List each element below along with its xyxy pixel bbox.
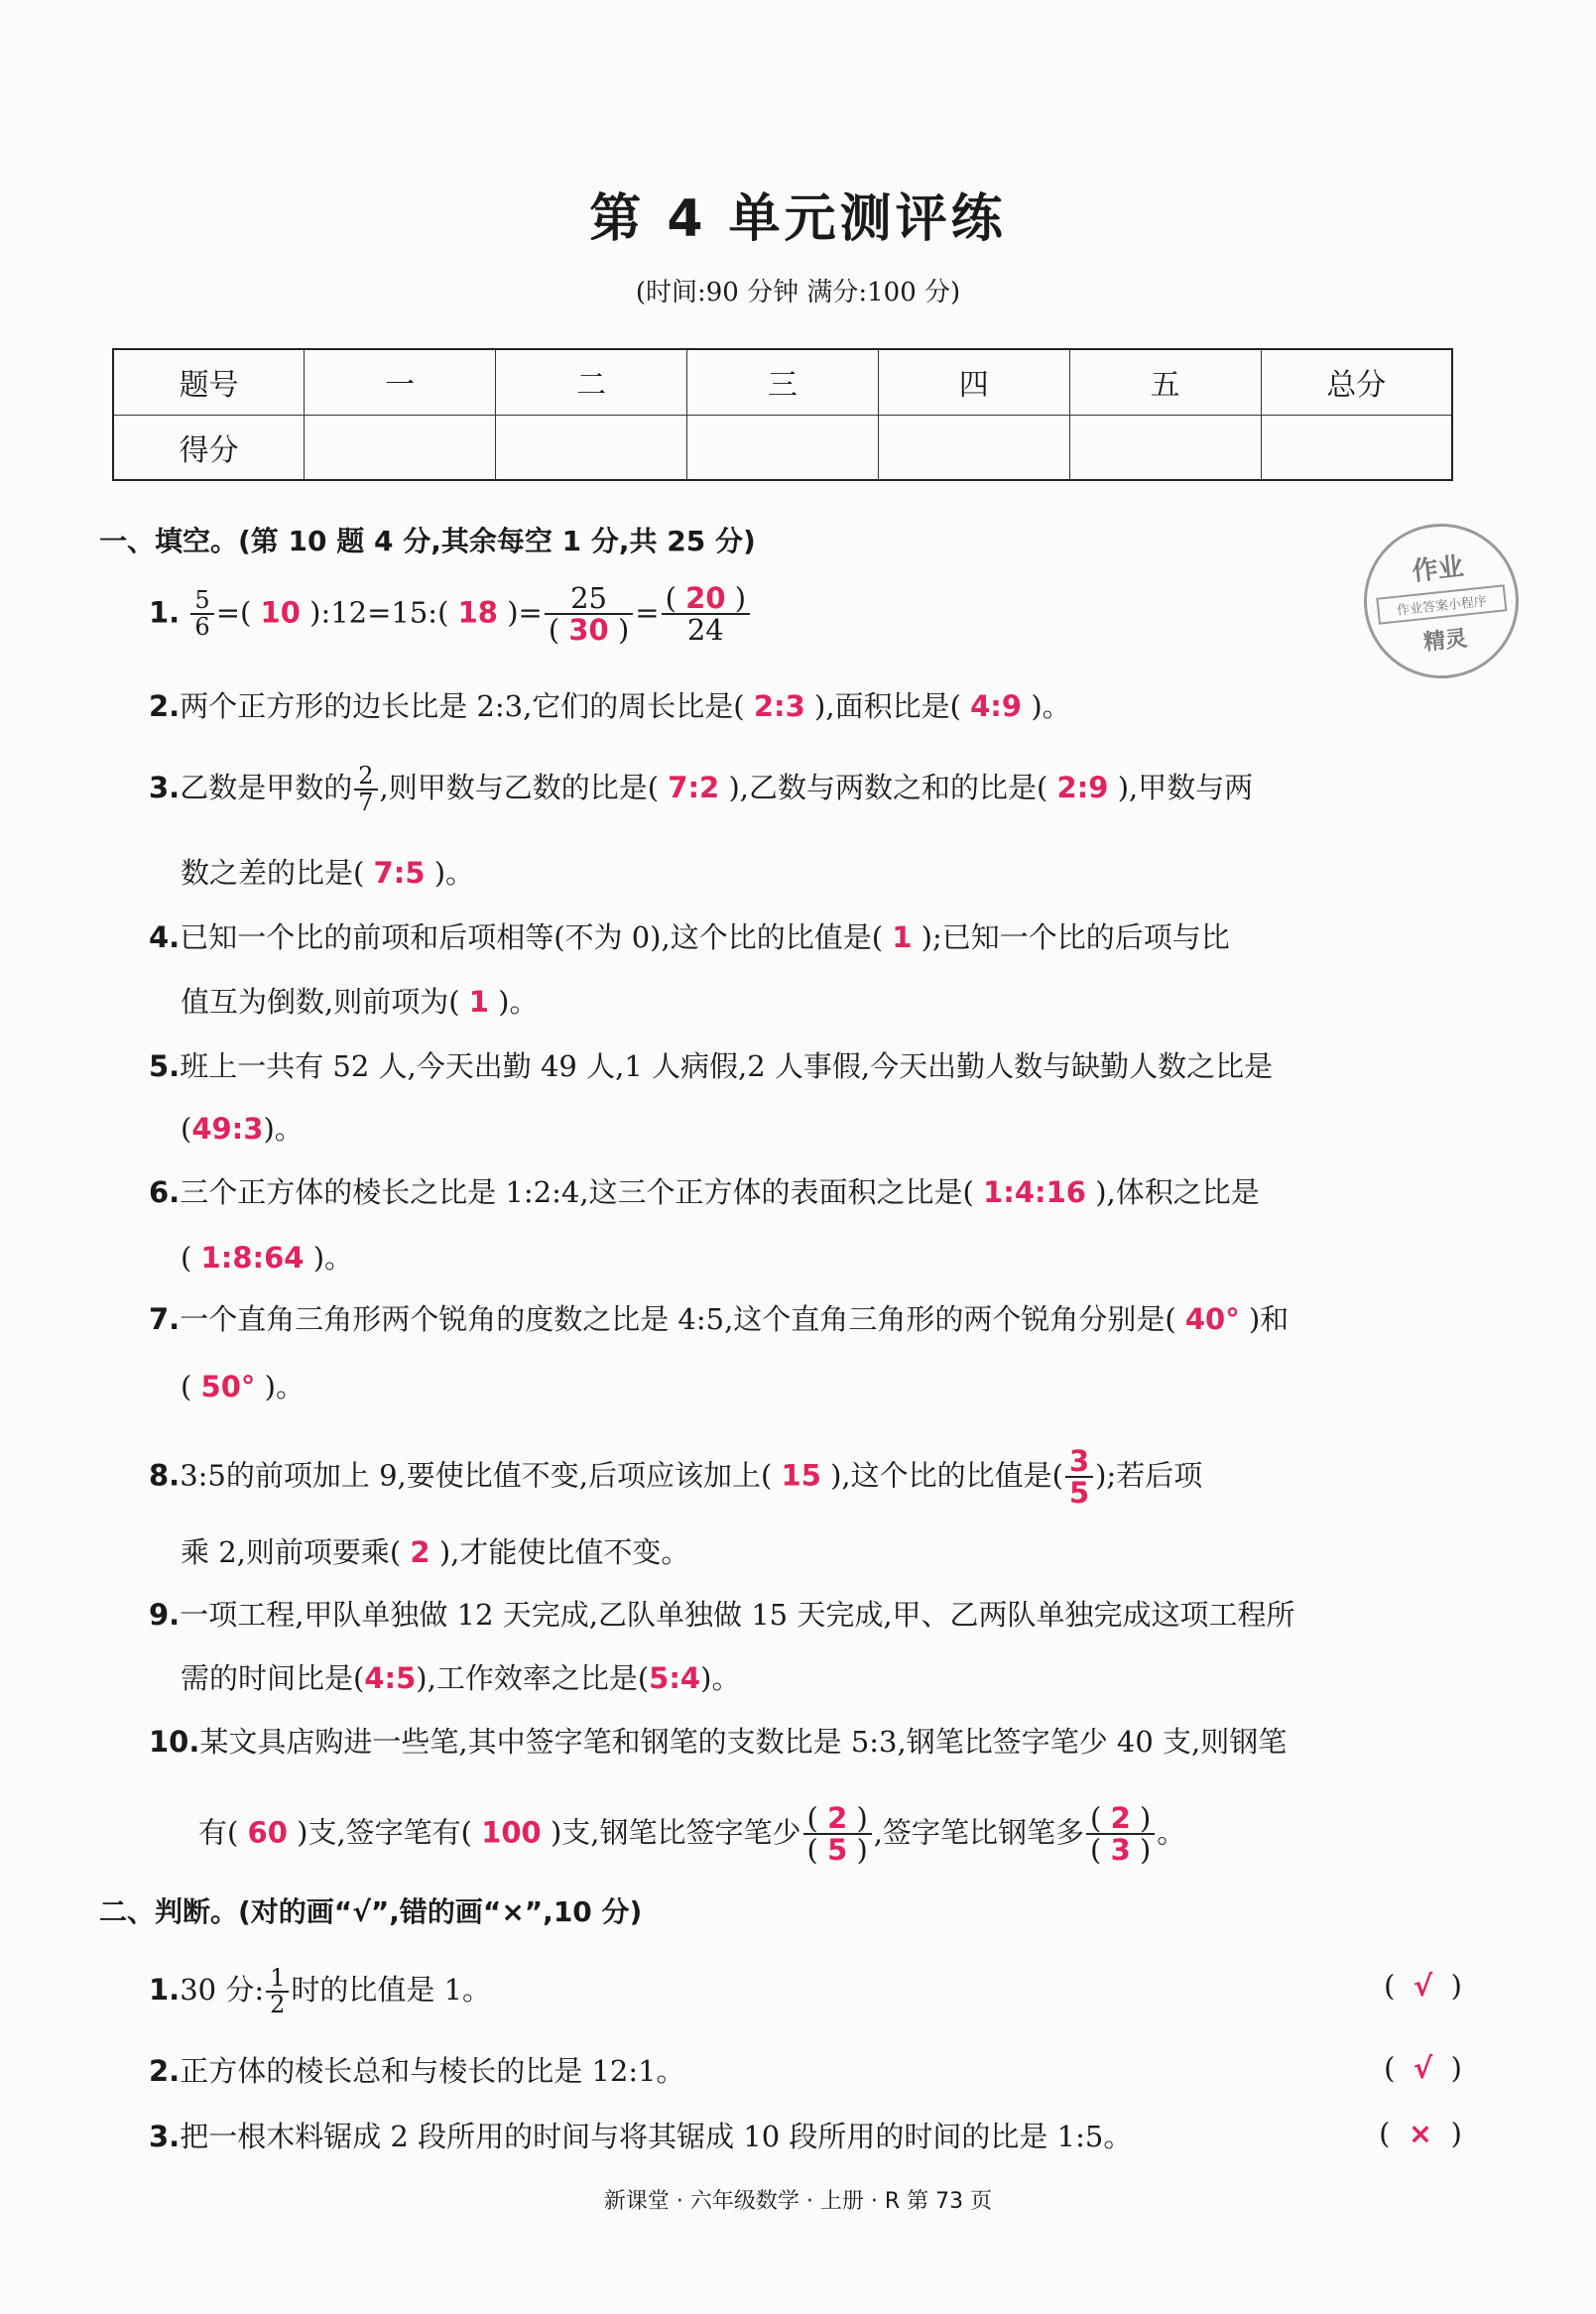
- text: (: [181, 1241, 192, 1275]
- judge-item-2: [149, 2051, 685, 2091]
- score-cell: [1069, 415, 1261, 480]
- fraction: [190, 588, 213, 640]
- text: ): [856, 1833, 868, 1868]
- text: ),面积比是(: [814, 689, 961, 723]
- text: )支,钢笔比签字笔少: [550, 1815, 801, 1850]
- fraction-denominator: [545, 613, 633, 648]
- text: );若后项: [1095, 1458, 1203, 1493]
- fraction-numerator: 25: [545, 583, 633, 615]
- question-6: [149, 1172, 1260, 1212]
- text: ): [1450, 2117, 1462, 2150]
- text: (: [181, 1370, 192, 1403]
- fraction-denominator: 5: [1068, 1476, 1090, 1511]
- text: 有(: [198, 1815, 239, 1850]
- text: (: [665, 581, 676, 615]
- text: ),乙数与两数之和的比是(: [728, 771, 1048, 805]
- text: (: [806, 1833, 818, 1868]
- text: 时的比值是 1。: [291, 1973, 492, 2008]
- text: 数之差的比是(: [181, 856, 365, 890]
- text: 30 分:: [180, 1973, 265, 2008]
- text: 已知一个比的前项和后项相等(不为 0),这个比的比值是(: [180, 920, 884, 954]
- answer: 60: [247, 1815, 288, 1850]
- question-10-line2: [198, 1803, 1185, 1866]
- question-10: [149, 1722, 1287, 1762]
- fraction-answer: [803, 1803, 872, 1866]
- page-subtitle: (时间:90 分钟 满分:100 分): [635, 278, 961, 307]
- text: ): [856, 1801, 868, 1835]
- score-table-score-row: [113, 415, 1452, 480]
- score-table-header-row: [113, 349, 1452, 415]
- text: 需的时间比是(: [181, 1661, 365, 1695]
- judge-answer-3: [1379, 2117, 1462, 2150]
- section1-heading: 一、填空。(第 10 题 4 分,其余每空 1 分,共 25 分): [99, 525, 756, 557]
- score-table: [112, 348, 1453, 481]
- text: (: [548, 613, 560, 648]
- cross-mark: ×: [1408, 2117, 1433, 2150]
- check-mark: √: [1412, 2051, 1433, 2085]
- fraction-numerator: 2: [354, 764, 377, 791]
- text: (: [1379, 2117, 1391, 2150]
- app-stamp: [1356, 516, 1526, 685]
- text: ,签字笔比钢笔多: [873, 1815, 1085, 1850]
- answer: 10: [260, 595, 301, 630]
- answer: 5:4: [649, 1661, 701, 1695]
- question-number: 3.: [149, 2120, 181, 2153]
- fraction-numerator: [1086, 1803, 1155, 1835]
- answer: 40°: [1184, 1302, 1240, 1336]
- text: )。: [700, 1661, 741, 1695]
- answer: 2:3: [753, 689, 805, 723]
- fraction-denominator: 7: [358, 789, 374, 817]
- text: )。: [1031, 689, 1071, 723]
- text: (: [1090, 1801, 1102, 1835]
- question-number: 1.: [149, 595, 181, 630]
- text: 某文具店购进一些笔,其中签字笔和钢笔的支数比是 5:3,钢笔比签字笔少 40 支,则钢笔: [199, 1725, 1288, 1759]
- score-cell: [496, 415, 687, 480]
- text: ),体积之比是: [1095, 1175, 1260, 1209]
- text: (: [806, 1801, 818, 1835]
- question-number: 4.: [149, 920, 181, 954]
- text: (: [181, 1112, 192, 1146]
- answer: 100: [481, 1815, 542, 1850]
- text: 两个正方形的边长比是 2:3,它们的周长比是(: [180, 689, 745, 723]
- text: (: [1090, 1833, 1102, 1868]
- fraction-denominator: 2: [270, 1991, 286, 2019]
- question-5: [149, 1046, 1273, 1086]
- fraction-denominator: [1086, 1833, 1155, 1868]
- text: ),这个比的比值是(: [830, 1458, 1063, 1493]
- question-number: 10.: [149, 1725, 200, 1759]
- question-9: [149, 1595, 1295, 1635]
- question-number: 5.: [149, 1049, 181, 1083]
- answer: 49:3: [191, 1112, 264, 1146]
- score-header-cell: 总分: [1261, 349, 1452, 415]
- fraction: [354, 764, 377, 815]
- answer: 1: [892, 920, 913, 954]
- answer: 4:9: [970, 689, 1023, 723]
- fraction-numerator: 5: [190, 588, 213, 615]
- answer: 20: [685, 581, 726, 615]
- answer: 2: [827, 1801, 848, 1835]
- text: 3:5的前项加上 9,要使比值不变,后项应该加上(: [180, 1458, 773, 1493]
- fraction: [662, 583, 750, 646]
- fraction-answer: [1065, 1446, 1093, 1509]
- score-header-cell: 四: [878, 349, 1069, 415]
- question-number: 2.: [149, 689, 181, 723]
- answer: 2: [1110, 1801, 1131, 1835]
- question-7-line2: [181, 1367, 305, 1406]
- question-5-line2: [181, 1109, 304, 1149]
- fraction-numerator: 3: [1065, 1446, 1093, 1478]
- fraction-denominator: [803, 1833, 872, 1868]
- text: )。: [263, 1112, 304, 1146]
- fraction: [266, 1966, 289, 2017]
- answer: 5: [827, 1833, 848, 1868]
- text: ): [1450, 1969, 1462, 2003]
- judge-item-3: [149, 2117, 1132, 2156]
- question-7: [149, 1299, 1289, 1339]
- question-8: [149, 1446, 1202, 1509]
- question-number: 6.: [149, 1175, 181, 1209]
- score-cell: [687, 415, 879, 480]
- text: 乙数是甲数的: [180, 771, 353, 805]
- question-9-line2: [181, 1658, 740, 1698]
- fraction-denominator: 6: [194, 613, 210, 642]
- judge-answer-2: [1384, 2051, 1462, 2085]
- text: (: [1384, 1969, 1396, 2003]
- text: ,则甲数与乙数的比是(: [379, 771, 660, 805]
- fraction-numerator: [803, 1803, 872, 1835]
- answer: 15: [781, 1458, 821, 1493]
- question-3-line2: [181, 853, 474, 893]
- text: ): [1139, 1801, 1152, 1835]
- fraction-denominator: 24: [686, 613, 724, 648]
- question-8-line2: [181, 1532, 689, 1572]
- text: 一个直角三角形两个锐角的度数之比是 4:5,这个直角三角形的两个锐角分别是(: [180, 1302, 1176, 1336]
- stamp-line1: 作业: [1411, 551, 1466, 587]
- answer: 7:5: [373, 856, 426, 890]
- question-number: 7.: [149, 1302, 181, 1336]
- question-6-line2: [181, 1238, 353, 1278]
- answer: 3: [1110, 1833, 1131, 1868]
- answer: 2: [410, 1535, 430, 1569]
- question-number: 2.: [149, 2054, 181, 2088]
- answer: 1:8:64: [200, 1241, 305, 1275]
- score-header-cell: 题号: [113, 349, 305, 415]
- answer: 1: [468, 985, 489, 1019]
- page-title: 第 4 单元测评练: [589, 189, 1007, 249]
- text: 一项工程,甲队单独做 12 天完成,乙队单独做 15 天完成,甲、乙两队单独完成这项工程所: [180, 1598, 1295, 1632]
- stamp-line3: 精灵: [1422, 626, 1469, 657]
- text: )。: [312, 1241, 354, 1275]
- text: ):12=15:(: [309, 595, 449, 630]
- question-number: 8.: [149, 1458, 181, 1493]
- fraction-answer: [1086, 1803, 1155, 1866]
- text: 把一根木料锯成 2 段所用的时间与将其锯成 10 段所用的时间的比是 1:5。: [180, 2120, 1133, 2153]
- question-number: 9.: [149, 1598, 181, 1632]
- text: ): [1450, 2051, 1462, 2085]
- text: )。: [498, 985, 539, 1019]
- text: 三个正方体的棱长之比是 1:2:4,这三个正方体的表面积之比是(: [180, 1175, 974, 1209]
- answer: 2:9: [1056, 771, 1109, 805]
- score-row-label: 得分: [113, 415, 305, 480]
- text: ),工作效率之比是(: [416, 1661, 650, 1695]
- text: )支,签字笔有(: [297, 1815, 472, 1850]
- text: );已知一个比的后项与比: [921, 920, 1230, 954]
- text: ),才能使比值不变。: [438, 1535, 690, 1569]
- section2-heading: 二、判断。(对的画“√”,错的画“×”,10 分): [99, 1895, 643, 1928]
- text: =: [635, 595, 660, 630]
- score-header-cell: 三: [687, 349, 879, 415]
- check-mark: √: [1412, 1969, 1433, 2003]
- question-number: 1.: [149, 1973, 181, 2008]
- answer: 18: [457, 595, 498, 630]
- text: )和: [1248, 1302, 1289, 1336]
- fraction-numerator: 1: [266, 1966, 289, 1993]
- score-header-cell: 二: [496, 349, 687, 415]
- score-header-cell: 五: [1069, 349, 1261, 415]
- question-number: 3.: [149, 771, 181, 805]
- text: 。: [1157, 1815, 1186, 1850]
- question-4: [149, 917, 1230, 957]
- score-header-cell: 一: [305, 349, 496, 415]
- answer: 30: [568, 613, 609, 648]
- text: ): [734, 581, 747, 615]
- text: )=: [507, 595, 543, 630]
- score-cell: [1261, 415, 1452, 480]
- judge-item-1: [149, 1966, 491, 2017]
- score-cell: [878, 415, 1069, 480]
- question-2: [149, 686, 1071, 726]
- question-4-line2: [181, 982, 539, 1022]
- question-3: [149, 764, 1253, 815]
- answer: 50°: [200, 1370, 256, 1403]
- text: =(: [215, 595, 252, 630]
- stamp-line2: 作业答案小程序: [1376, 584, 1507, 624]
- answer: 4:5: [364, 1661, 417, 1695]
- text: 乘 2,则前项要乘(: [181, 1535, 402, 1569]
- text: ),甲数与两: [1117, 771, 1254, 805]
- question-1: [149, 583, 752, 646]
- text: )。: [264, 1370, 305, 1403]
- fraction: [545, 583, 633, 646]
- text: )。: [433, 856, 475, 890]
- text: ): [1139, 1833, 1152, 1868]
- text: 值互为倒数,则前项为(: [181, 985, 460, 1019]
- fraction-numerator: [662, 583, 750, 615]
- text: ): [617, 613, 630, 648]
- page-footer: 新课堂 · 六年级数学 · 上册 · R 第 73 页: [603, 2189, 993, 2214]
- text: (: [1384, 2051, 1396, 2085]
- score-cell: [305, 415, 496, 480]
- answer: 1:4:16: [983, 1175, 1086, 1209]
- text: 班上一共有 52 人,今天出勤 49 人,1 人病假,2 人事假,今天出勤人数与缺勤人数之比是: [180, 1049, 1274, 1083]
- text: 正方体的棱长总和与棱长的比是 12:1。: [180, 2054, 685, 2088]
- answer: 7:2: [668, 771, 720, 805]
- judge-answer-1: [1384, 1969, 1462, 2003]
